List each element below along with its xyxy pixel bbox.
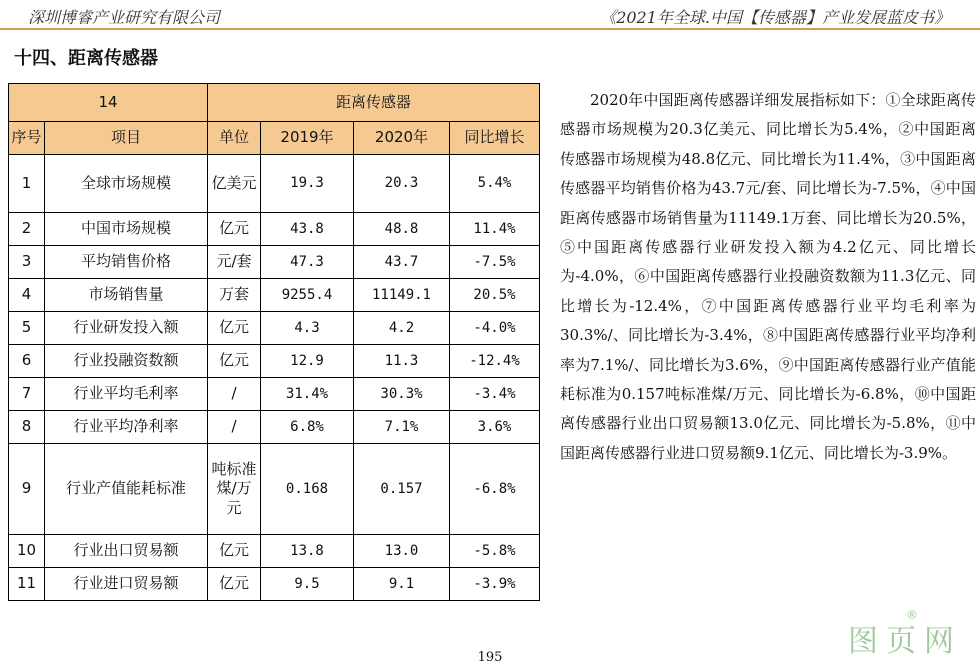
row-2019: 43.8 <box>261 213 354 246</box>
table-row <box>9 568 540 601</box>
row-growth: -7.5% <box>450 246 540 279</box>
row-unit: / <box>208 411 261 444</box>
row-growth: -3.4% <box>450 378 540 411</box>
table-row <box>9 345 540 378</box>
row-unit: 万套 <box>208 279 261 312</box>
row-item: 行业出口贸易额 <box>45 535 208 568</box>
table-row <box>9 378 540 411</box>
row-2019: 31.4% <box>261 378 354 411</box>
row-2019: 9.5 <box>261 568 354 601</box>
row-2020: 7.1% <box>354 411 450 444</box>
row-2020: 4.2 <box>354 312 450 345</box>
row-2020: 13.0 <box>354 535 450 568</box>
table-row <box>9 535 540 568</box>
table-title-row <box>9 84 540 122</box>
table-row <box>9 246 540 279</box>
row-2020: 9.1 <box>354 568 450 601</box>
row-2020: 0.157 <box>354 444 450 535</box>
row-no: 3 <box>9 246 45 279</box>
row-item: 行业研发投入额 <box>45 312 208 345</box>
col-header-no: 序号 <box>9 122 45 155</box>
running-header <box>0 0 980 30</box>
row-2019: 4.3 <box>261 312 354 345</box>
row-2020: 20.3 <box>354 155 450 213</box>
row-no: 8 <box>9 411 45 444</box>
row-2019: 47.3 <box>261 246 354 279</box>
table-row <box>9 411 540 444</box>
row-2020: 30.3% <box>354 378 450 411</box>
row-unit: 亿元 <box>208 213 261 246</box>
col-header-unit: 单位 <box>208 122 261 155</box>
row-no: 5 <box>9 312 45 345</box>
row-2019: 13.8 <box>261 535 354 568</box>
table-header-row <box>9 122 540 155</box>
row-unit: / <box>208 378 261 411</box>
row-no: 6 <box>9 345 45 378</box>
row-2020: 11.3 <box>354 345 450 378</box>
row-2020: 43.7 <box>354 246 450 279</box>
row-unit: 吨标准煤/万元 <box>208 444 261 535</box>
row-2019: 6.8% <box>261 411 354 444</box>
row-growth: -3.9% <box>450 568 540 601</box>
table-row <box>9 312 540 345</box>
row-unit: 元/套 <box>208 246 261 279</box>
row-growth: 3.6% <box>450 411 540 444</box>
row-item: 行业平均毛利率 <box>45 378 208 411</box>
col-header-2020: 2020年 <box>354 122 450 155</box>
row-item: 市场销售量 <box>45 279 208 312</box>
section-title: 十四、距离传感器 <box>14 48 158 69</box>
row-2019: 19.3 <box>261 155 354 213</box>
row-growth: 5.4% <box>450 155 540 213</box>
row-no: 2 <box>9 213 45 246</box>
row-unit: 亿美元 <box>208 155 261 213</box>
row-no: 9 <box>9 444 45 535</box>
row-item: 中国市场规模 <box>45 213 208 246</box>
row-growth: -5.8% <box>450 535 540 568</box>
row-no: 4 <box>9 279 45 312</box>
row-no: 7 <box>9 378 45 411</box>
table-row <box>9 279 540 312</box>
page-number: 195 <box>477 650 503 665</box>
row-growth: -4.0% <box>450 312 540 345</box>
row-2019: 12.9 <box>261 345 354 378</box>
indicator-table <box>8 83 540 601</box>
col-header-growth: 同比增长 <box>450 122 540 155</box>
row-item: 平均销售价格 <box>45 246 208 279</box>
table-row <box>9 213 540 246</box>
table-row <box>9 444 540 535</box>
col-header-2019: 2019年 <box>261 122 354 155</box>
table-number: 14 <box>9 84 208 122</box>
table-row <box>9 155 540 213</box>
row-2019: 0.168 <box>261 444 354 535</box>
watermark-text: 图页网 <box>848 624 962 659</box>
row-growth: 11.4% <box>450 213 540 246</box>
header-company: 深圳博睿产业研究有限公司 <box>28 8 221 27</box>
header-book-title: 《2021年全球.中国【传感器】产业发展蓝皮书》 <box>600 8 950 27</box>
table-title: 距离传感器 <box>208 84 540 122</box>
row-growth: -12.4% <box>450 345 540 378</box>
row-no: 11 <box>9 568 45 601</box>
watermark-logo <box>848 608 962 660</box>
row-unit: 亿元 <box>208 345 261 378</box>
row-2019: 9255.4 <box>261 279 354 312</box>
row-unit: 亿元 <box>208 312 261 345</box>
row-growth: -6.8% <box>450 444 540 535</box>
row-item: 行业平均净利率 <box>45 411 208 444</box>
row-unit: 亿元 <box>208 568 261 601</box>
row-item: 行业进口贸易额 <box>45 568 208 601</box>
row-item: 全球市场规模 <box>45 155 208 213</box>
row-item: 行业产值能耗标准 <box>45 444 208 535</box>
row-no: 10 <box>9 535 45 568</box>
indicator-summary-paragraph: 2020年中国距离传感器详细发展指标如下：①全球距离传感器市场规模为20.3亿美元、同比增长为5.4%，②中国距离传感器市场规模为48.8亿元、同比增长为11.4%，③中国距离传感器平均销售价格为43.7元/套、同比增长为-7.5%，④中国距离传感器市场销售量为11149.1万套、同比增长为20.5%，⑤中国距离传感器行业研发投入额为4.2亿元、同比增长为-4.0%，⑥中国距离传感器行业投融资数额为11.3亿元、同比增长为-12.4%，⑦中国距离传感器行业平均毛利率为30.3%/、同比增长为-3.4%，⑧中国距离传感器行业平均净利率为7.1%/、同比增长为3.6%，⑨中国距离传感器行业产值能耗标准为0.157吨标准煤/万元、同比增长为-6.8%，⑩中国距离传感器行业出口贸易额13.0亿元、同比增长为-5.8%，⑪中国距离传感器行业进口贸易额9.1亿元、同比增长为-3.9%。 <box>560 91 976 462</box>
row-2020: 48.8 <box>354 213 450 246</box>
row-no: 1 <box>9 155 45 213</box>
row-item: 行业投融资数额 <box>45 345 208 378</box>
row-growth: 20.5% <box>450 279 540 312</box>
col-header-item: 项目 <box>45 122 208 155</box>
row-2020: 11149.1 <box>354 279 450 312</box>
registered-mark: ® <box>906 608 918 622</box>
row-unit: 亿元 <box>208 535 261 568</box>
